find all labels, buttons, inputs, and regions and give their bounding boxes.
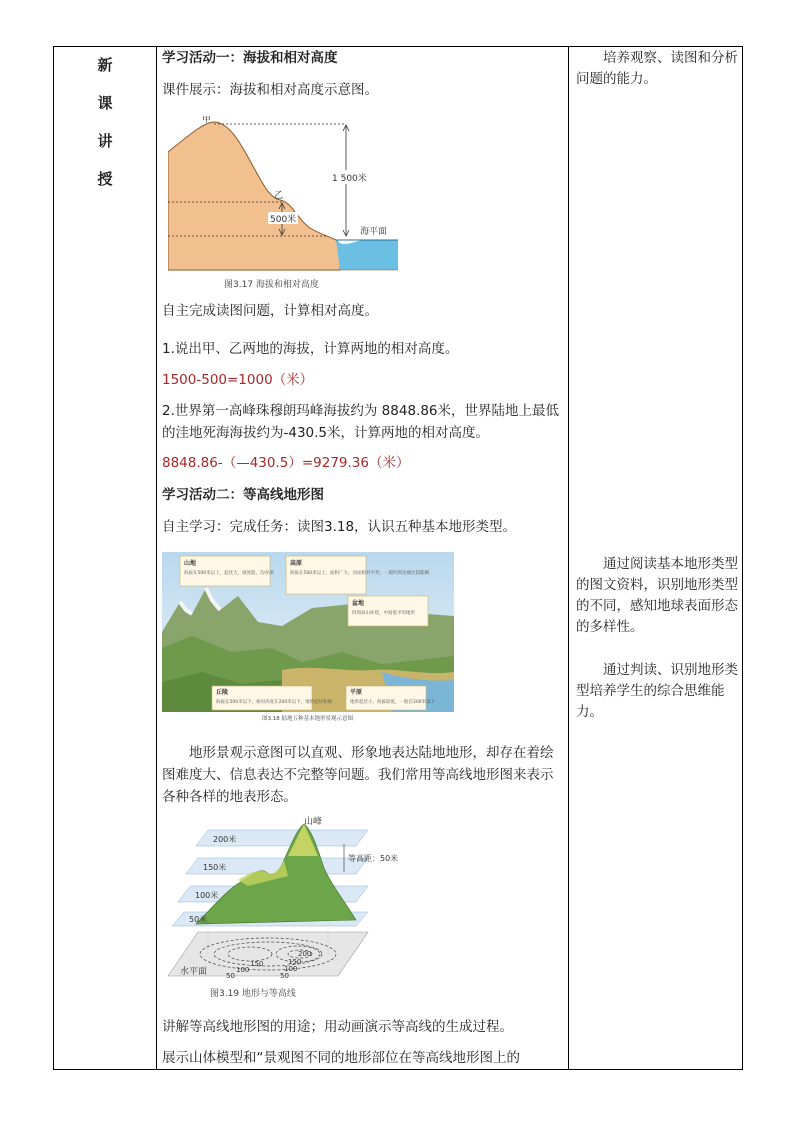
label-hill: 丘陵: [216, 689, 229, 696]
activity2-title: 学习活动二：等高线地形图: [162, 487, 324, 503]
section-char-3: 讲: [97, 132, 113, 150]
label-mountain: 山地: [184, 560, 197, 567]
fig317-caption: 图3.17 海拔和相对高度: [224, 280, 319, 290]
column-divider-2: [568, 46, 569, 1070]
contour-num-100a: 100: [236, 966, 250, 974]
question-2: 2.世界第一高峰珠穆朗玛峰海拔约为 8848.86米，世界陆地上最低的洼地死海海拔约为-430.5米，计算两地的相对高度。: [162, 403, 559, 441]
label-plain-desc: 地形起伏小，海拔较低，一般在200米以下: [350, 700, 436, 705]
contour-intro-paragraph: 地形景观示意图可以直观、形象地表达陆地地形，却存在着绘图难度大、信息表达不完整等问题。我们常用等高线地形图来表示各种各样的地表形态。: [162, 745, 554, 805]
answer-1: 1500-500=1000（米）: [162, 372, 314, 388]
label-hill-desc: 海拔在500米以下，相对高度在200米以下，地势起伏和缓: [216, 700, 333, 705]
label-500: 500米: [270, 215, 297, 225]
contour-num-200: 200: [298, 950, 312, 958]
contour-num-50a: 50: [226, 972, 235, 980]
contour-num-100b: 100: [284, 965, 298, 973]
section-char-4: 授: [97, 170, 113, 188]
question-1: 1.说出甲、乙两地的海拔，计算两地的相对高度。: [162, 341, 459, 357]
label-jia: 甲: [202, 116, 212, 125]
fig318-caption: 图3.18 陆地五种基本地形景观示意图: [262, 716, 353, 722]
altitude-figure: [168, 116, 408, 290]
activity1-intro: 课件展示：海拔和相对高度示意图。: [162, 82, 378, 98]
activity1-task: 自主完成读图问题，计算相对高度。: [162, 303, 378, 319]
label-50m: 50米: [189, 915, 208, 924]
goal-3: 通过判读、识别地形类型培养学生的综合思维能力。: [576, 662, 738, 720]
contour-figure: [168, 816, 408, 1002]
label-basin: 盆地: [352, 600, 365, 607]
activity2-intro: 自主学习：完成任务：读图3.18，认识五种基本地形类型。: [162, 519, 517, 535]
activity1-title: 学习活动一：海拔和相对高度: [162, 50, 338, 66]
table-bottom-border: [54, 1069, 742, 1070]
model-show-text: 展示山体模型和“景观图不同的地形部位在等高线地形图上的: [162, 1050, 520, 1066]
contour-num-150a: 150: [250, 960, 264, 968]
goal-1: 培养观察、读图和分析问题的能力。: [576, 50, 738, 87]
label-plain: 平原: [350, 689, 363, 696]
fig319-caption: 图3.19 地形与等高线: [210, 989, 296, 999]
label-interval: 等高距：50米: [348, 854, 399, 863]
contour-num-150b: 150: [288, 958, 302, 966]
label-150m: 150米: [203, 863, 227, 872]
landform-landscape-figure: [162, 552, 454, 722]
section-char-2: 课: [97, 94, 113, 112]
column-divider-1: [156, 46, 157, 1070]
label-peak: 山峰: [304, 817, 323, 827]
label-plateau-desc: 海拔在500米以上，面积广大，顶面相对平坦，一般四周边缘比较陡峭: [290, 571, 430, 576]
label-1500: 1 500米: [332, 174, 367, 184]
answer-2: 8848.86-（—430.5）=9279.36（米）: [162, 455, 410, 471]
label-100m: 100米: [195, 891, 219, 900]
lesson-table: [53, 46, 743, 1070]
label-200m: 200米: [213, 835, 237, 844]
label-sea-level: 海平面: [360, 227, 388, 237]
label-mountain-desc: 海拔在500米以上，起伏大，坡度陡，沟谷深: [184, 571, 274, 576]
label-yi: 乙: [274, 191, 284, 201]
contour-explain: 讲解等高线地形图的用途；用动画演示等高线的生成过程。: [162, 1019, 513, 1035]
label-base-plane: 水平面: [180, 967, 208, 977]
section-char-1: 新: [97, 56, 113, 74]
label-plateau: 高原: [290, 560, 303, 567]
contour-num-50b: 50: [280, 972, 289, 980]
goal-2: 通过阅读基本地形类型的图文资料，识别地形类型的不同，感知地球表面形态的多样性。: [576, 556, 738, 635]
label-basin-desc: 四周高山环绕，中间低平的地形: [352, 611, 415, 616]
